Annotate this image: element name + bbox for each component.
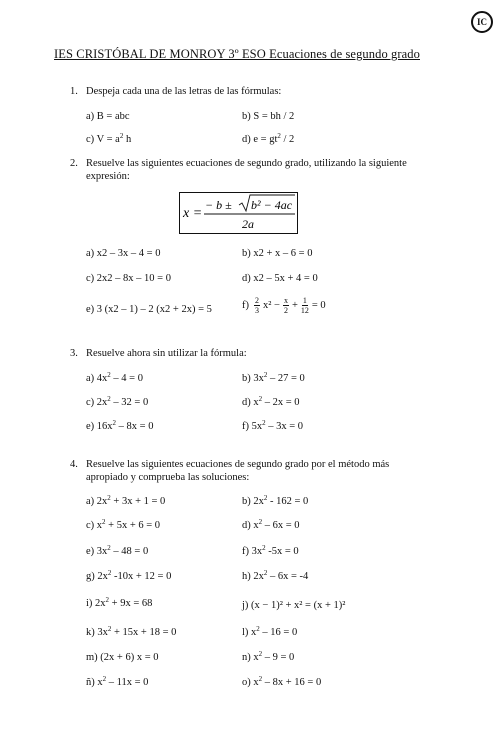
q3-item-a: a) $4x^2 - 4 = 0$ [86,371,143,384]
q4-item-f: f) $3x^2$ -5x = 0 [242,544,299,557]
q4-item-c: c) $x^2 + 5x + 6 = 0$ [86,518,161,531]
logo-glyph: IC [476,17,487,27]
q4-item-i: i) $2x^2 + 9x = 68$ [86,596,153,609]
formula-x: x = [183,206,203,221]
q4-item-o: o) $x^2 - 8x + 16 = 0$ [242,675,322,688]
q4-item-ntilde: ñ) $x^2 - 11x = 0$ [86,675,149,688]
q2-item-d: d) x2 – 5x + 4 = 0 [242,273,318,284]
q1-item-c: c) $V = a^2$ h [86,132,132,145]
q4-item-m: m) (2x + 6) x = 0 [86,652,159,663]
formula-denominator: 2a [242,217,254,231]
formula-numerator-prefix: − b ± [205,198,232,212]
q1-item-b: b) S = bh / 2 [242,111,295,122]
q2-number: 2. [70,158,78,169]
q1-item-d: d) $e = gt^2 / 2$ [242,132,295,145]
q4-number: 4. [70,459,78,470]
quadratic-formula-box [179,192,298,234]
page-title: IES CRISTÓBAL DE MONROY 3º ESO Ecuaciones de segundo grado [54,47,420,61]
q3-statement: Resuelve ahora sin utilizar la fórmula: [86,348,247,359]
q1-number: 1. [70,86,78,97]
q3-number: 3. [70,348,78,359]
q2-item-c: c) 2x2 – 8x – 10 = 0 [86,273,171,284]
q4-statement-line2: apropiado y comprueba las soluciones: [86,472,250,483]
q4-item-k: k) $3x^2 + 15x + 18 = 0$ [86,625,177,638]
q3-item-f: f) $5x^2 - 3x = 0$ [242,419,304,432]
q2-item-e: e) 3 (x2 – 1) – 2 (x2 + 2x) = 5 [86,304,212,315]
q1-item-a: a) B = abc [86,111,130,122]
q2-statement-line1: Resuelve las siguientes ecuaciones de segundo grado, utilizando la siguiente [86,158,407,169]
q2-item-a: a) x2 – 3x – 4 = 0 [86,248,161,259]
q3-item-b: b) $3x^2 - 27 = 0$ [242,371,305,384]
q3-item-d: d) $x^2 - 2x = 0$ [242,395,300,408]
q3-item-c: c) $2x^2 - 32 = 0$ [86,395,149,408]
q4-item-d: d) $x^2 - 6x = 0$ [242,518,300,531]
q4-item-j: j) (x − 1)² + x² = (x + 1)² [242,600,346,611]
school-crest-icon [471,11,493,33]
quadratic-formula [180,193,297,233]
formula-radicand: b² − 4ac [251,198,293,212]
q4-statement-line1: Resuelve las siguientes ecuaciones de segundo grado por el método más [86,459,390,470]
q4-item-a: a) $2x^2 + 3x + 1 = 0$ [86,494,166,507]
q4-item-h: h) $2x^2 - 6x = -4$ [242,569,309,582]
q4-item-g: g) $2x^2$ -10x + 12 = 0 [86,569,172,582]
q1-statement: Despeja cada una de las letras de las fórmulas: [86,86,282,97]
q2-item-f: f) $\frac{2}{3}$ x² − $\frac{x}{2}$ + $\frac{1}{12}$ = 0 [242,296,326,315]
q2-item-b: b) x2 + x – 6 = 0 [242,248,313,259]
q4-item-b: b) $2x^2 - 162 = 0$ [242,494,309,507]
q4-item-l: l) $x^2 - 16 = 0$ [242,625,298,638]
q4-item-e: e) $3x^2 - 48 = 0$ [86,544,149,557]
q4-item-n: n) $x^2 - 9 = 0$ [242,650,295,663]
q3-item-e: e) $16x^2 - 8x = 0$ [86,419,154,432]
q2-statement-line2: expresión: [86,171,130,182]
